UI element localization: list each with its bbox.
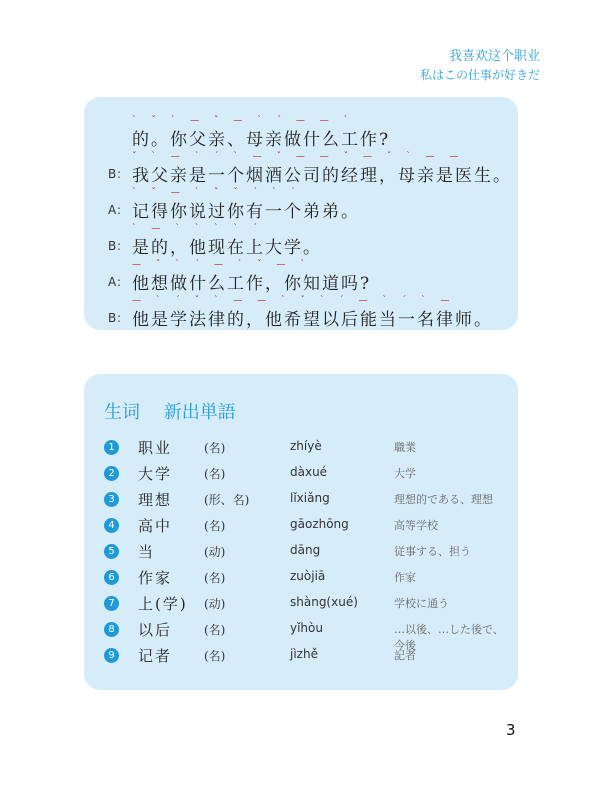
part-of-speech: (名) <box>204 571 226 585</box>
part-of-speech: (形、名) <box>204 493 250 507</box>
japanese-meaning: 従事する、担う <box>394 545 471 558</box>
pinyin: dàxué <box>290 465 328 479</box>
vocabulary-heading <box>104 398 236 424</box>
pinyin: dāng <box>290 543 321 557</box>
vocab-word: 作家 <box>138 569 173 587</box>
vocab-row <box>104 488 504 512</box>
vocabulary-card <box>84 374 518 690</box>
tone-marks: — ˋ ˊ ˇ ˋ — — ˋ ˇ ˋ ˊ — ˋ ˊ ˋ — <box>132 296 456 306</box>
part-of-speech: (动) <box>204 597 226 611</box>
dialogue-line <box>108 152 512 189</box>
item-number-badge: 1 <box>104 440 119 455</box>
japanese-meaning: 記者 <box>394 649 416 662</box>
item-number-badge: 6 <box>104 570 119 585</box>
part-of-speech: (动) <box>204 545 226 559</box>
japanese-meaning: 大学 <box>394 467 416 480</box>
dialogue-text: 记得你说过你有一个弟弟。 <box>132 202 360 222</box>
part-of-speech: (名) <box>204 623 226 637</box>
speaker-label: A： <box>108 275 129 289</box>
dialogue-line <box>108 225 508 261</box>
item-number-badge: 2 <box>104 466 119 481</box>
part-of-speech: (名) <box>204 441 226 455</box>
pinyin: gāozhōng <box>290 517 349 531</box>
japanese-meaning: 職業 <box>394 441 416 454</box>
vocab-row <box>104 566 504 590</box>
speaker-label: B： <box>108 311 129 325</box>
tone-marks: — ˇ ˋ ˊ — ˋ ˇ — ˋ <box>132 260 311 270</box>
dialogue-text: 我父亲是一个烟酒公司的经理，母亲是医生。 <box>132 166 512 186</box>
speaker-label: B： <box>108 167 129 181</box>
vocab-row <box>104 436 504 460</box>
vocab-word: 理想 <box>138 491 173 509</box>
pinyin: lǐxiǎng <box>290 491 330 505</box>
vocab-row <box>104 462 504 486</box>
part-of-speech: (名) <box>204 467 226 481</box>
dialogue-text: 的。你父亲、母亲做什么工作? <box>132 130 391 150</box>
japanese-meaning: 作家 <box>394 571 416 584</box>
tone-marks: ˇ ˋ — ˋ ˊ ˋ — ˇ — — ˇ — ˇ ˋ — — <box>132 152 465 162</box>
dialogue-line <box>108 261 508 297</box>
item-number-badge: 3 <box>104 492 119 507</box>
speaker-label: A： <box>108 203 129 217</box>
pinyin: yǐhòu <box>290 621 323 635</box>
lesson-title-chinese: 我喜欢这个职业 <box>448 49 540 64</box>
japanese-meaning: 学校に通う <box>394 597 449 610</box>
dialogue-text: 是的，他现在上大学。 <box>132 238 322 258</box>
vocab-word: 当 <box>138 543 156 561</box>
part-of-speech: (名) <box>204 649 226 663</box>
item-number-badge: 8 <box>104 622 119 637</box>
vocab-row <box>104 540 504 564</box>
japanese-meaning: 高等学校 <box>394 519 438 532</box>
tone-marks: ˋ ˇ — ˋ ˇ ˇ ˊ ˋ ˋ <box>132 188 302 198</box>
pinyin: zuòjiā <box>290 569 326 583</box>
vocab-row <box>104 592 504 616</box>
pinyin: shàng(xué) <box>290 595 358 609</box>
header <box>420 48 540 84</box>
vocab-word: 记者 <box>138 647 173 665</box>
vocab-row <box>104 514 504 538</box>
vocab-word: 上(学) <box>138 595 188 613</box>
dialogue-text: 他是学法律的，他希望以后能当一名律师。 <box>132 310 493 330</box>
japanese-meaning: …以後、…した後で、今後 <box>394 623 504 652</box>
vocab-word: 大学 <box>138 465 173 483</box>
dialogue-text: 他想做什么工作，你知道吗? <box>132 274 372 294</box>
dialogue-line <box>108 189 508 225</box>
speaker-label: B： <box>108 239 129 253</box>
vocab-word: 高中 <box>138 517 173 535</box>
vocabulary-subtitle: 新出単語 <box>163 402 236 423</box>
dialogue-line <box>108 117 508 153</box>
vocab-row <box>104 644 504 668</box>
item-number-badge: 9 <box>104 648 119 663</box>
item-number-badge: 7 <box>104 596 119 611</box>
item-number-badge: 4 <box>104 518 119 533</box>
vocab-word: 职业 <box>138 439 173 457</box>
item-number-badge: 5 <box>104 544 119 559</box>
dialogue-line <box>108 297 508 333</box>
vocab-word: 以后 <box>138 621 173 639</box>
pinyin: zhíyè <box>290 439 322 453</box>
tone-marks: ˋ — ˋ ˋ ˋ ˋ ˊ <box>132 224 264 234</box>
page-number: 3 <box>506 721 516 739</box>
part-of-speech: (名) <box>204 519 226 533</box>
vocabulary-title: 生词 <box>104 402 140 423</box>
vocab-row <box>104 618 504 652</box>
tone-marks: ˋ ˇ ˋ — ˇ — ˋ ˊ — — ˋ <box>132 116 355 126</box>
lesson-title-japanese: 私はこの仕事が好きだ <box>419 68 540 82</box>
dialogue-card <box>84 97 518 330</box>
japanese-meaning: 理想的である、理想 <box>394 493 493 506</box>
pinyin: jìzhě <box>290 647 318 661</box>
